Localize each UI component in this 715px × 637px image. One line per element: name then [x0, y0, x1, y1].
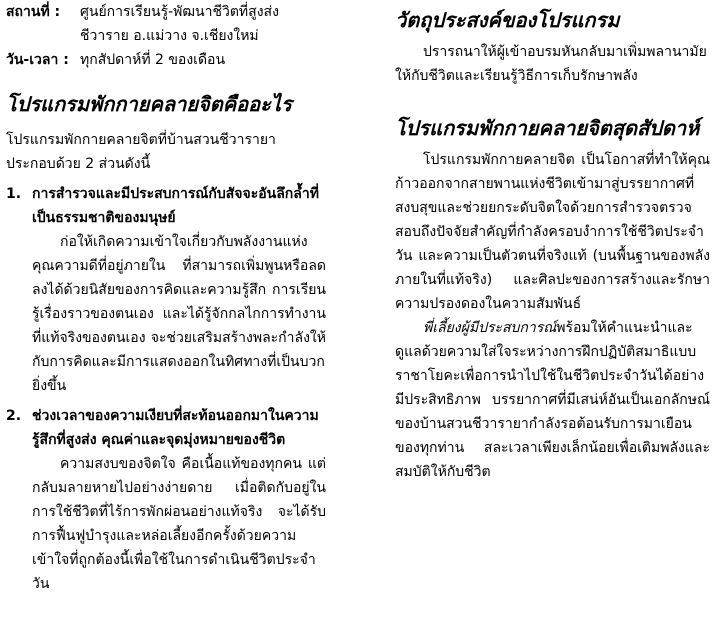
place-line2: ชีวาราย อ.แม่วาง จ.เชียงใหม่ — [80, 28, 259, 44]
info-block — [6, 0, 326, 72]
objective-text: ปรารถนาให้ผู้เข้าอบรมหันกลับมาเพิ่มพลานามัยให้กับชีวิตและเรียนรู้วิธีการเก็บรักษาพลัง — [395, 44, 707, 84]
time-row — [6, 48, 326, 72]
intro-text — [6, 128, 326, 176]
section-heading-weekend-program: โปรแกรมพักกายคลายจิตสุดสัปดาห์ — [395, 116, 700, 140]
section-heading-objective: วัตถุประสงค์ของโปรแกรม — [395, 8, 620, 32]
weekend-program-paragraph-2-rest: พร้อมให้คำแนะนำและดูแลด้วยความใส่ใจระหว่างการฝึกปฏิบัติสมาธิแบบราชาโยคะเพื่อการนำไปใช้ในชีวิตประจำวันได้อย่างมีประสิทธิภาพ บรรยากาศที่มีเสน่ห์อันเป็นเอกลักษณ์ของบ้านสวนชีวารายากำลังรอต้อนรับการมาเยือนของทุกท่าน สละเวลาเพียงเล็กน้อยเพื่อเติมพลังและสมบัติให้กับชีวิต — [395, 320, 710, 480]
intro-line1: โปรแกรมพักกายคลายจิตที่บ้านสวนชีวารายา — [6, 132, 276, 148]
place-row — [6, 0, 326, 48]
section-heading-what-is: โปรแกรมพักกายคลายจิตคืออะไร — [6, 92, 292, 116]
weekend-program-paragraph-2 — [395, 316, 710, 484]
list-item-2-title — [6, 404, 326, 452]
list-item-1-body: ก่อให้เกิดความเข้าใจเกี่ยวกับพลังงานแห่งคุณความดีที่อยู่ภายใน ที่สามารถเพิ่มพูนหรือลดลงได้ด้วยนิสัยของการคิดและความรู้สึก การเรียนรู้เรื่องราวของตนเอง และได้รู้จักกลไกการทำงานที่แท้จริงของตนเอง จะช่วยเสริมสร้างพละกำลังให้กับการคิดและมีการแสดงออกในทิศทางที่เป็นบวกยิ่งขึ้น — [32, 234, 326, 394]
weekend-program-paragraph-1: โปรแกรมพักกายคลายจิต เป็นโอกาสที่ทำให้คุณก้าวออกจากสายพานแห่งชีวิตเข้ามาสู่บรรยากาศที่สงบสุขและช่วยยกระดับจิตใจด้วยการสำรวจตรวจสอบถึงปัจจัยสำคัญที่กำลังครอบงำการใช้ชีวิตประจำวัน และความเป็นตัวตนที่จริงแท้ (บนพื้นฐานของพลังภายในที่แท้จริง) และศิลปะของการสร้างและรักษาความปรองดองในความสัมพันธ์ — [395, 152, 710, 312]
left-column — [6, 0, 326, 596]
list-item-1-number: 1. — [6, 186, 22, 202]
right-column — [395, 0, 710, 484]
list-item-2-body: ความสงบของจิตใจ คือเนื้อแท้ของทุกคน แต่กลับมลายหายไปอย่างง่ายดาย เมื่อติดกับอยู่ในการใช้ชีวิตที่ไร้การพักผ่อนอย่างแท้จริง จะได้รับการฟื้นฟูบำรุงและหล่อเลี้ยงอีกครั้งด้วยความเข้าใจที่ถูกต้องนี้เพื่อใช้ในการดำเนินชีวิตประจำวัน — [32, 456, 326, 592]
place-label: สถานที่ : — [6, 4, 61, 20]
mentor-phrase: พี่เลี้ยงผู้มีประสบการณ์ — [423, 320, 557, 336]
time-label: วัน-เวลา : — [6, 52, 69, 68]
list-item-1-heading: การสำรวจและมีประสบการณ์กับสัจจะอันลึกล้ำที่เป็นธรรมชาติของมนุษย์ — [32, 186, 319, 226]
list-item-1-title — [6, 182, 326, 230]
time-value: ทุกสัปดาห์ที่ 2 ของเดือน — [80, 52, 226, 68]
place-line1: ศูนย์การเรียนรู้-พัฒนาชีวิตที่สูงส่ง — [80, 4, 279, 20]
list-item-2-heading: ช่วงเวลาของความเงียบที่สะท้อนออกมาในความรู้สึกที่สูงส่ง คุณค่าและจุดมุ่งหมายของชีวิต — [32, 408, 319, 448]
intro-line2: ประกอบด้วย 2 ส่วนดังนี้ — [6, 156, 151, 172]
list-item-2-number: 2. — [6, 408, 22, 424]
place-value — [80, 0, 326, 48]
